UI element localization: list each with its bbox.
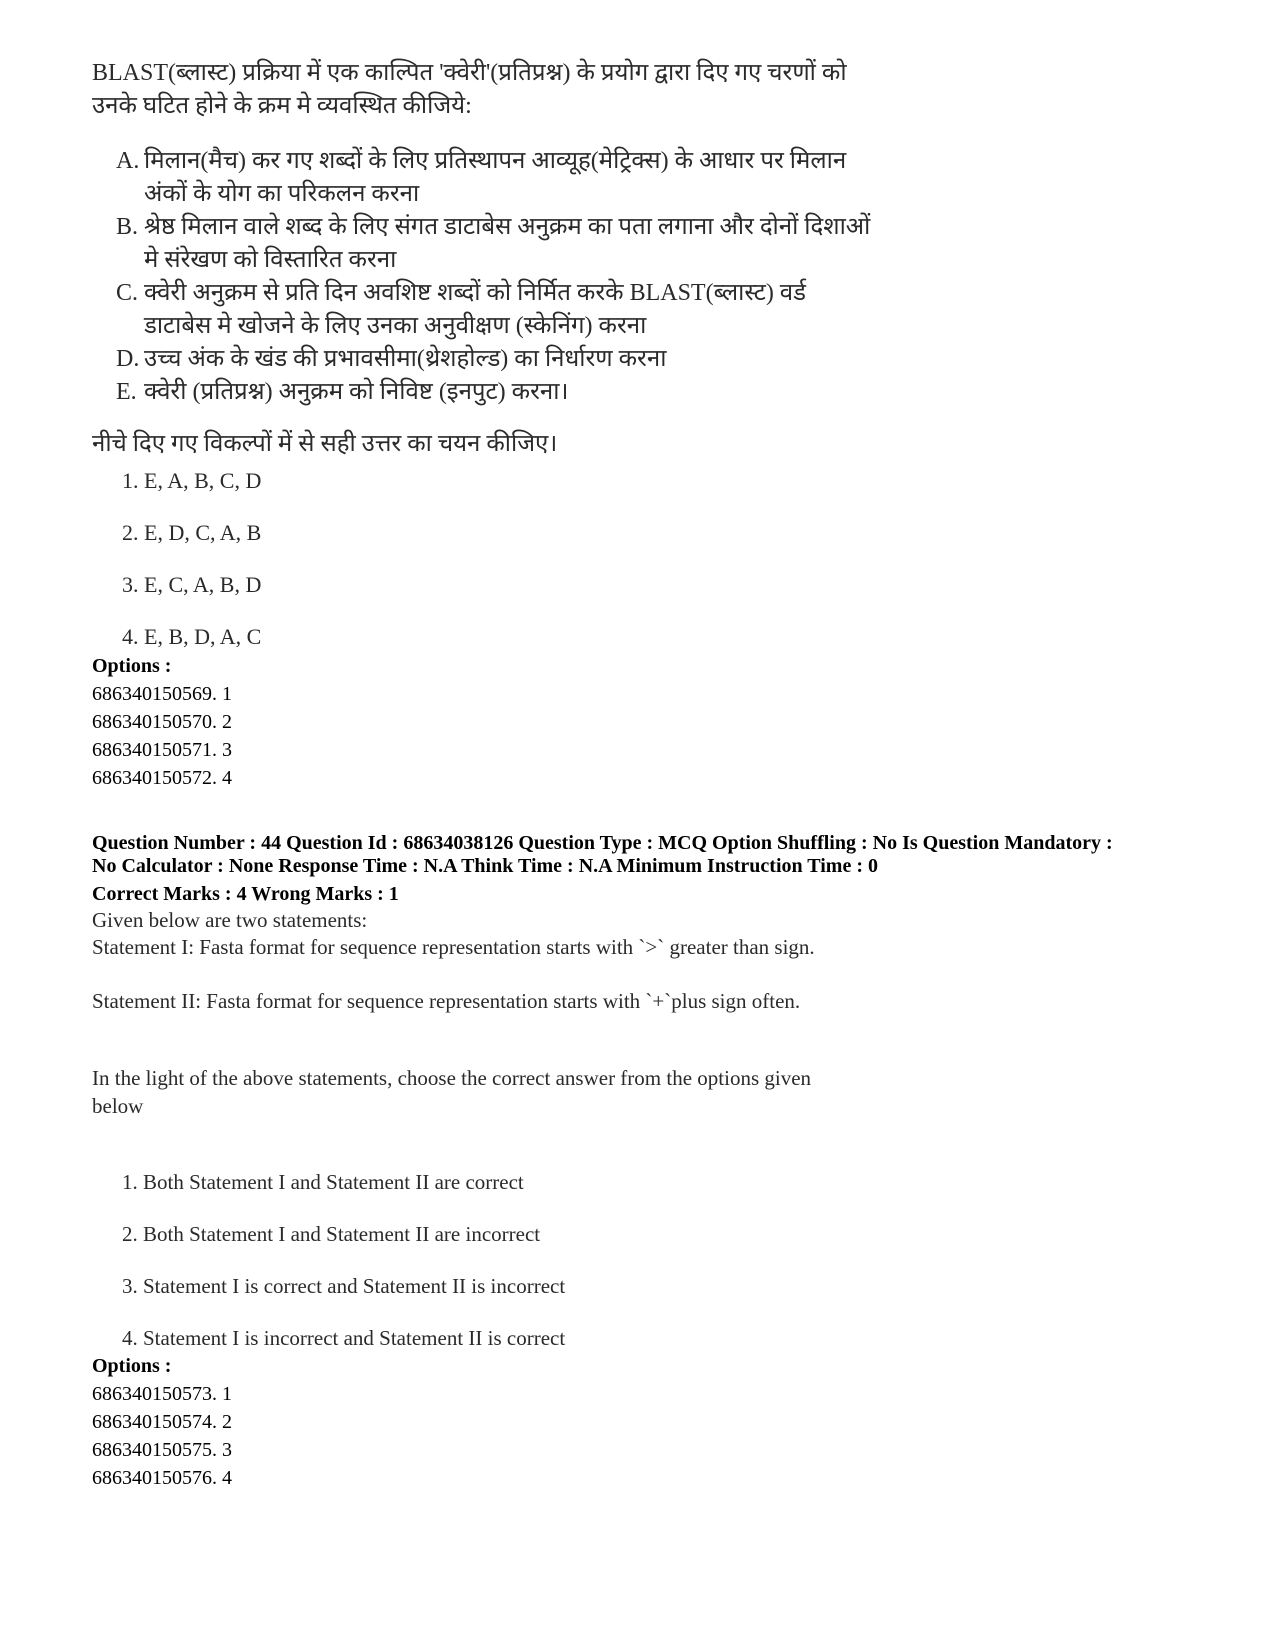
q44-options-heading: Options :	[92, 1355, 172, 1377]
statement-text: क्वेरी अनुक्रम से प्रति दिन अवशिष्ट शब्दों को निर्मित करके BLAST(ब्लास्ट) वर्ड डाटाबेस मे खोजने के लिए उनका अनुवीक्षण (स्केनिंग) करना	[144, 280, 806, 339]
statement-e	[116, 376, 876, 409]
q43-options-heading: Options :	[92, 655, 172, 677]
q44-statement-1: Statement I: Fasta format for sequence representation starts with `>` greater than sign.	[92, 935, 815, 959]
q44-answer-2: 2. Both Statement I and Statement II are incorrect	[122, 1222, 541, 1246]
q44-marks: Correct Marks : 4 Wrong Marks : 1	[92, 883, 399, 905]
statement-label: E.	[116, 379, 137, 405]
q44-intro: Given below are two statements:	[92, 908, 368, 932]
q43-answer-2: 2. E, D, C, A, B	[122, 520, 262, 545]
q44-answer-1: 1. Both Statement I and Statement II are correct	[122, 1170, 524, 1194]
statement-text: श्रेष्ठ मिलान वाले शब्द के लिए संगत डाटाबेस अनुक्रम का पता लगाना और दोनों दिशाओं मे संरेखण को विस्तारित करना	[144, 214, 871, 273]
statement-c	[116, 277, 876, 343]
q43-instruction: नीचे दिए गए विकल्पों में से सही उत्तर का चयन कीजिए।	[92, 431, 558, 457]
statement-text: उच्च अंक के खंड की प्रभावसीमा(थ्रेशहोल्ड) का निर्धारण करना	[144, 346, 667, 372]
statement-text: मिलान(मैच) कर गए शब्दों के लिए प्रतिस्थापन आव्यूह(मेट्रिक्स) के आधार पर मिलान अंकों के योग का परिकलन करना	[144, 148, 847, 207]
q44-statement-2: Statement II: Fasta format for sequence representation starts with `+`plus sign often.	[92, 989, 801, 1013]
statement-label: B.	[116, 214, 139, 240]
statement-b	[116, 211, 876, 277]
statement-label: C.	[116, 280, 139, 306]
q44-option-3: 686340150575. 3	[92, 1439, 232, 1461]
statement-a	[116, 145, 876, 211]
statement-label: A.	[116, 148, 140, 174]
q44-answer-4: 4. Statement I is incorrect and Statement II is correct	[122, 1326, 566, 1350]
q44-option-4: 686340150576. 4	[92, 1467, 232, 1489]
q44-instruction: In the light of the above statements, choose the correct answer from the options given below	[92, 1066, 812, 1118]
q44-option-1: 686340150573. 1	[92, 1383, 232, 1405]
q43-answer-4: 4. E, B, D, A, C	[122, 624, 262, 649]
q44-meta-line-2: No Calculator : None Response Time : N.A Think Time : N.A Minimum Instruction Time : 0	[92, 855, 878, 877]
q43-stem: BLAST(ब्लास्ट) प्रक्रिया में एक काल्पित 'क्वेरी'(प्रतिप्रश्न) के प्रयोग द्वारा दिए गए चरणों को उनके घटित होने के क्रम मे व्यवस्थित कीजिये:	[92, 60, 847, 119]
q43-answer-3: 3. E, C, A, B, D	[122, 572, 262, 597]
statement-text: क्वेरी (प्रतिप्रश्न) अनुक्रम को निविष्ट (इनपुट) करना।	[144, 379, 569, 405]
q43-statement-list	[116, 145, 876, 409]
q44-meta-line-1: Question Number : 44 Question Id : 68634038126 Question Type : MCQ Option Shuffling : No Is Question Mandatory :	[92, 832, 1113, 854]
q43-answer-1: 1. E, A, B, C, D	[122, 468, 262, 493]
q43-option-1: 686340150569. 1	[92, 683, 232, 705]
q43-option-4: 686340150572. 4	[92, 767, 232, 789]
q43-option-3: 686340150571. 3	[92, 739, 232, 761]
statement-label: D.	[116, 346, 140, 372]
q44-answer-3: 3. Statement I is correct and Statement II is incorrect	[122, 1274, 566, 1298]
q43-option-2: 686340150570. 2	[92, 711, 232, 733]
statement-d	[116, 343, 876, 376]
q44-option-2: 686340150574. 2	[92, 1411, 232, 1433]
